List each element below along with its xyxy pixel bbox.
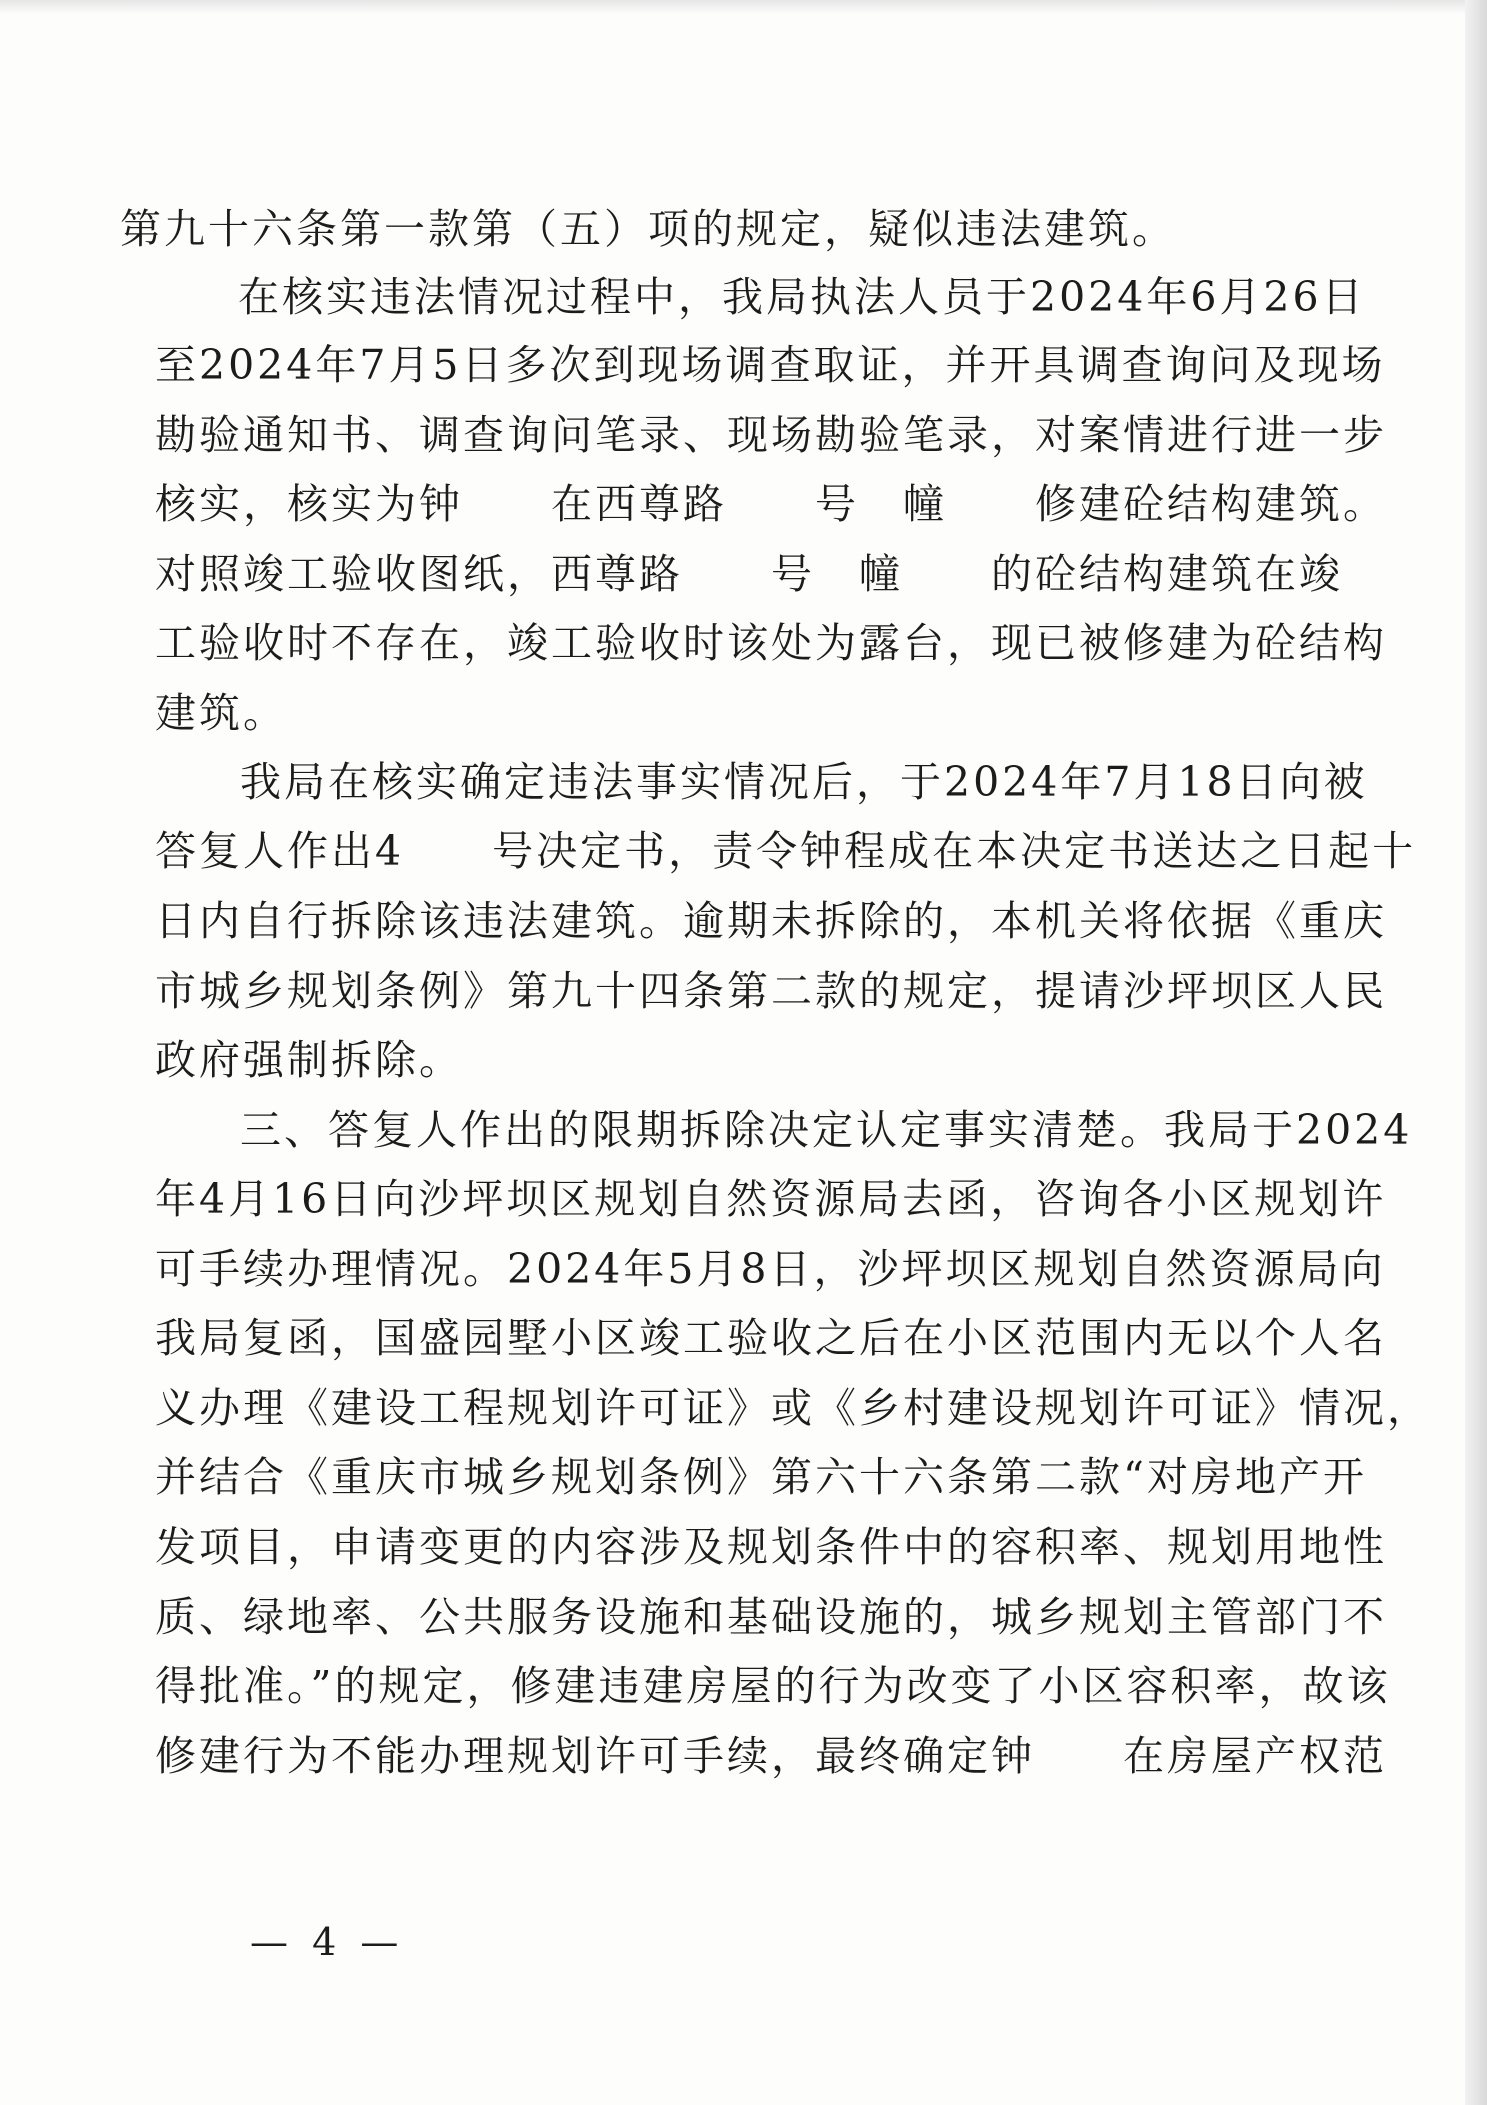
text-line: 工验收时不存在，竣工验收时该处为露台，现已被修建为砼结构	[155, 619, 1387, 667]
text-line: 对照竣工验收图纸，西尊路 号 幢 的砼结构建筑在竣	[155, 550, 1343, 598]
text-line: 日内自行拆除该违法建筑。逾期未拆除的，本机关将依据《重庆	[155, 897, 1387, 945]
text-line: 第九十六条第一款第（五）项的规定，疑似违法建筑。	[120, 205, 1176, 253]
text-line: 我局在核实确定违法事实情况后，于2024年7月18日向被	[240, 758, 1368, 806]
text-line: 得批准。”的规定，修建违建房屋的行为改变了小区容积率，故该	[155, 1662, 1391, 1710]
text-line: 质、绿地率、公共服务设施和基础设施的，城乡规划主管部门不	[155, 1593, 1387, 1641]
text-line: 可手续办理情况。2024年5月8日，沙坪坝区规划自然资源局向	[155, 1245, 1386, 1293]
text-line: 建筑。	[155, 689, 287, 737]
text-line: 至2024年7月5日多次到现场调查取证，并开具调查询问及现场	[155, 341, 1386, 389]
scan-shadow-top	[0, 0, 1487, 14]
text-line: 政府强制拆除。	[155, 1036, 463, 1084]
text-line: 核实，核实为钟 在西尊路 号 幢 修建砼结构建筑。	[155, 480, 1387, 528]
text-line: 答复人作出4 号决定书，责令钟程成在本决定书送达之日起十	[155, 827, 1417, 875]
text-line: 市城乡规划条例》第九十四条第二款的规定，提请沙坪坝区人民	[155, 967, 1387, 1015]
text-line: 修建行为不能办理规划许可手续，最终确定钟 在房屋产权范	[155, 1732, 1387, 1780]
text-line: 并结合《重庆市城乡规划条例》第六十六条第二款“对房地产开	[155, 1453, 1367, 1501]
scan-shadow-right	[1465, 0, 1487, 2105]
text-line: 年4月16日向沙坪坝区规划自然资源局去函，咨询各小区规划许	[155, 1175, 1387, 1223]
text-line: 在核实违法情况过程中，我局执法人员于2024年6月26日	[238, 273, 1366, 321]
page-number: — 4 —	[250, 1920, 405, 1964]
text-line: 勘验通知书、调查询问笔录、现场勘验笔录，对案情进行进一步	[155, 411, 1387, 459]
text-line: 三、答复人作出的限期拆除决定认定事实清楚。我局于2024	[240, 1106, 1413, 1154]
text-line: 义办理《建设工程规划许可证》或《乡村建设规划许可证》情况，	[155, 1384, 1431, 1432]
text-line: 发项目，申请变更的内容涉及规划条件中的容积率、规划用地性	[155, 1523, 1387, 1571]
text-line: 我局复函，国盛园墅小区竣工验收之后在小区范围内无以个人名	[155, 1314, 1387, 1362]
